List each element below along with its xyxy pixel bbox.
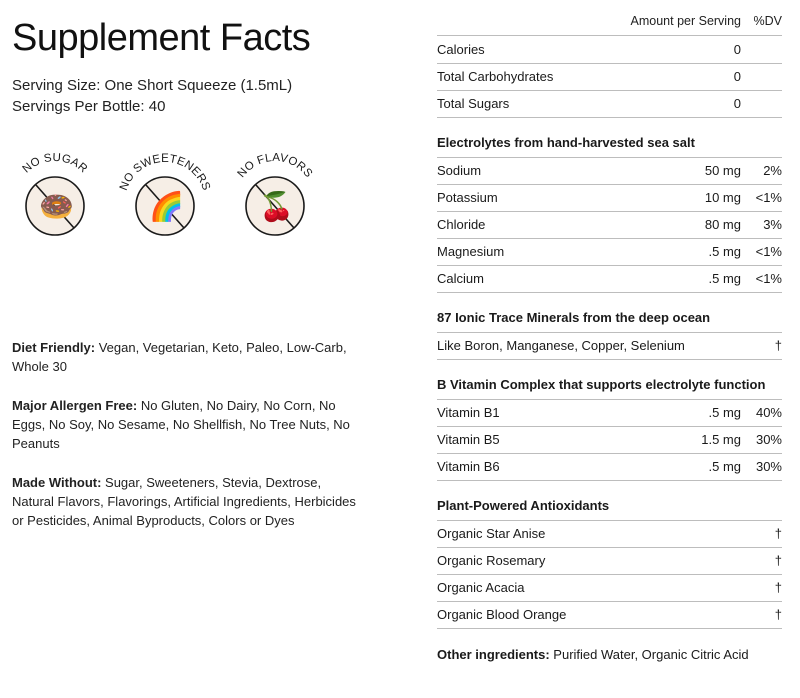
fact-dv: †: [774, 580, 782, 595]
fact-name: Potassium: [437, 190, 498, 205]
fact-row: [437, 90, 782, 118]
cherry-icon: 🍒: [259, 190, 294, 223]
fact-row: [437, 238, 782, 266]
svg-text:NO FLAVORS: [236, 152, 315, 180]
fact-dv: 30%: [755, 459, 782, 474]
fact-row: [437, 35, 782, 64]
fact-dv: <1%: [755, 244, 782, 259]
minerals-heading: 87 Ionic Trace Minerals from the deep ocean: [437, 309, 782, 333]
servings-per-bottle: Servings Per Bottle: 40: [12, 98, 166, 115]
badge-no-sugar: [10, 140, 100, 236]
fact-dv: †: [774, 526, 782, 541]
badge-no-sweeteners-label: NO SWEETENERS: [117, 153, 213, 193]
fact-amount: .5 mg: [708, 459, 741, 474]
serving-size: Serving Size: One Short Squeeze (1.5mL): [12, 77, 293, 94]
fact-name: Organic Rosemary: [437, 553, 546, 568]
fact-amount: 50 mg: [704, 163, 741, 178]
made-without-text: Sugar, Sweeteners, Stevia, Dextrose, Natural Flavors, Flavorings, Artificial Ingredients, Herbicides or Pesticides, Animal Byproducts, Colors or Dyes: [12, 475, 356, 528]
fact-amount: .5 mg: [708, 244, 741, 259]
antioxidants-heading: Plant-Powered Antioxidants: [437, 497, 782, 521]
fact-name: Organic Blood Orange: [437, 607, 567, 622]
vitamins-heading: B Vitamin Complex that supports electrolyte function: [437, 376, 782, 400]
fact-name: Vitamin B5: [437, 432, 500, 447]
rainbow-icon: 🌈: [149, 190, 184, 223]
fact-name: Magnesium: [437, 244, 505, 259]
fact-row: [437, 601, 782, 629]
fact-row: [437, 157, 782, 185]
fact-row: [437, 399, 782, 427]
fact-amount: .5 mg: [708, 405, 741, 420]
fact-amount: 10 mg: [704, 190, 741, 205]
fact-dv: 30%: [755, 432, 782, 447]
made-without-label: Made Without:: [12, 475, 102, 490]
fact-dv: <1%: [755, 190, 782, 205]
fact-row: [437, 520, 782, 548]
fact-dv: †: [774, 553, 782, 568]
fact-dv: 2%: [763, 163, 782, 178]
badge-no-sugar-label: NO SUGAR: [20, 151, 90, 176]
fact-dv: 3%: [763, 217, 782, 232]
badge-no-flavors-label: NO FLAVORS: [235, 151, 315, 181]
fact-row: [437, 184, 782, 212]
fact-row: [437, 63, 782, 91]
svg-text:NO SUGAR: [21, 152, 90, 176]
fact-name: Like Boron, Manganese, Copper, Selenium: [437, 338, 685, 353]
diet-friendly-label: Diet Friendly:: [12, 340, 96, 355]
diet-friendly-text: Vegan, Vegetarian, Keto, Paleo, Low-Carb, Whole 30: [12, 340, 347, 374]
fact-name: Total Sugars: [437, 96, 510, 111]
other-ingredients: [437, 647, 749, 663]
allergen-free-text: No Gluten, No Dairy, No Corn, No Eggs, No Soy, No Sesame, No Shellfish, No Tree Nuts, No Peanuts: [12, 398, 350, 451]
allergen-free-note: [12, 396, 364, 453]
facts-header: [437, 14, 782, 30]
fact-amount: 0: [733, 69, 741, 84]
fact-row: [437, 426, 782, 454]
other-ingredients-text: Purified Water, Organic Citric Acid: [549, 647, 749, 662]
fact-name: Organic Acacia: [437, 580, 525, 595]
fact-row: [437, 547, 782, 575]
fact-row: [437, 453, 782, 481]
header-dv: %DV: [753, 14, 782, 28]
fact-dv: <1%: [755, 271, 782, 286]
allergen-free-label: Major Allergen Free:: [12, 398, 138, 413]
badge-no-sweeteners: [117, 140, 213, 236]
fact-row: [437, 265, 782, 293]
fact-row: [437, 211, 782, 239]
fact-name: Vitamin B1: [437, 405, 500, 420]
fact-name: Chloride: [437, 217, 486, 232]
fact-name: Calcium: [437, 271, 484, 286]
fact-amount: 1.5 mg: [701, 432, 741, 447]
fact-amount: 0: [733, 42, 741, 57]
fact-amount: 80 mg: [704, 217, 741, 232]
page-title: Supplement Facts: [12, 17, 311, 59]
fact-row: [437, 574, 782, 602]
fact-dv: †: [774, 607, 782, 622]
fact-name: Sodium: [437, 163, 482, 178]
fact-name: Calories: [437, 42, 485, 57]
fact-row: [437, 332, 782, 360]
fact-dv: †: [774, 338, 782, 353]
serving-info: [12, 75, 292, 117]
diet-friendly-note: [12, 338, 364, 376]
electrolytes-heading: Electrolytes from hand-harvested sea salt: [437, 134, 782, 158]
fact-name: Total Carbohydrates: [437, 69, 554, 84]
fact-amount: .5 mg: [708, 271, 741, 286]
fact-name: Vitamin B6: [437, 459, 500, 474]
header-amount: Amount per Serving: [630, 14, 741, 28]
fact-amount: 0: [733, 96, 741, 111]
donut-icon: 🍩: [39, 190, 74, 223]
made-without-note: [12, 473, 364, 530]
fact-name: Organic Star Anise: [437, 526, 546, 541]
badge-no-flavors: [230, 140, 320, 236]
other-ingredients-label: Other ingredients:: [437, 647, 550, 662]
fact-dv: 40%: [755, 405, 782, 420]
